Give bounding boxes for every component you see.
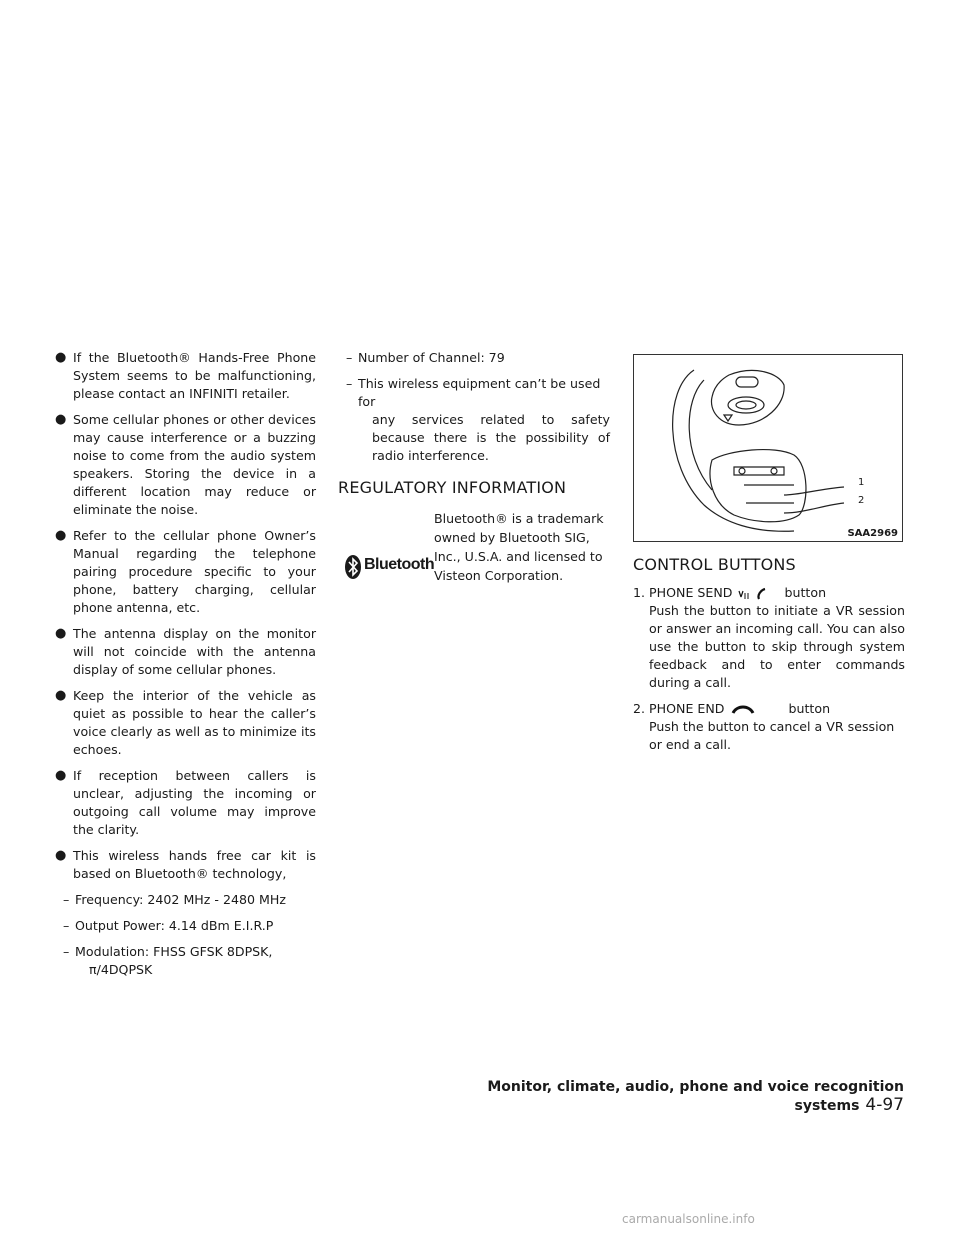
bullet-item: ● The antenna display on the monitor will not coincide with the antenna display of some cellular phones. (55, 626, 316, 677)
bullet-item: ● If reception between callers is unclear, adjusting the incoming or outgoing call volume may improve the clarity. (55, 768, 316, 837)
bullet-item: ● Keep the interior of the vehicle as quiet as possible to hear the caller’s voice clearly as well as to minimize its echoes. (55, 688, 316, 757)
spec-item: – Modulation: FHSS GFSK 8DPSK, π/4DQPSK (63, 944, 273, 977)
bullet-icon: ● (55, 350, 67, 365)
spec-item: – Frequency: 2402 MHz - 2480 MHz (63, 892, 286, 907)
bullet-item: ● If the Bluetooth® Hands-Free Phone System seems to be malfunctioning, please contact an INFINITI retailer. (55, 350, 316, 401)
bullet-icon: ● (55, 626, 67, 641)
bullet-icon: ● (55, 848, 67, 863)
spec-item: – Output Power: 4.14 dBm E.I.R.P (63, 918, 274, 933)
control-buttons-heading: CONTROL BUTTONS (633, 555, 796, 574)
phone-end-icon (729, 703, 759, 717)
regulatory-text: Bluetooth® is a trademark owned by Bluetooth SIG, Inc., U.S.A. and licensed to Visteon Corporation. (434, 511, 604, 583)
left-column (55, 349, 316, 979)
phone-send-icon (737, 587, 771, 601)
spec-item: – This wireless equipment can’t be used for any services related to safety because there is the possibility of radio interference. (346, 376, 610, 463)
footer-section: Monitor, climate, audio, phone and voice recognition systems (487, 1079, 904, 1114)
bullet-item: ● Refer to the cellular phone Owner’s Manual regarding the telephone pairing procedure specific to your phone, battery charging, cellular phone antenna, etc. (55, 528, 316, 615)
bullet-icon: ● (55, 688, 67, 703)
watermark: carmanualsonline.info (622, 1212, 755, 1226)
control-buttons-figure (633, 354, 903, 542)
list-item: 1. PHONE SEND button Push the button to initiate a VR session or answer an incoming call. You can also use the button to skip through system feedback and to enter commands during a call. (633, 585, 905, 690)
bullet-icon: ● (55, 412, 67, 427)
bullet-item: ● Some cellular phones or other devices may cause interference or a buzzing noise to come from the audio system speakers. Storing the device in a different location may reduce or eliminate the noise. (55, 412, 316, 517)
page-number: 4-97 (865, 1095, 904, 1115)
bluetooth-logo: Bluetooth (344, 553, 430, 581)
callout-2: 2 (858, 495, 865, 506)
bullet-item: ● This wireless hands free car kit is based on Bluetooth® technology, (55, 848, 316, 881)
bullet-icon: ● (55, 528, 67, 543)
steering-switch-illustration (634, 355, 902, 541)
regulatory-heading: REGULATORY INFORMATION (338, 478, 567, 497)
figure-label: SAA2969 (847, 528, 898, 539)
middle-column (338, 349, 610, 619)
right-column (633, 556, 905, 754)
regulatory-block (338, 509, 610, 619)
phone-send-description: Push the button to initiate a VR session or answer an incoming call. You can also use the button to skip through system feedback and to enter commands during a call. (649, 603, 905, 690)
page-footer (464, 1079, 904, 1115)
callout-1: 1 (858, 477, 865, 488)
bullet-icon: ● (55, 768, 67, 783)
spec-item: – Number of Channel: 79 (346, 350, 505, 365)
phone-end-description: Push the button to cancel a VR session or end a call. (649, 719, 895, 752)
list-item: 2. PHONE END button Push the button to cancel a VR session or end a call. (633, 700, 905, 754)
